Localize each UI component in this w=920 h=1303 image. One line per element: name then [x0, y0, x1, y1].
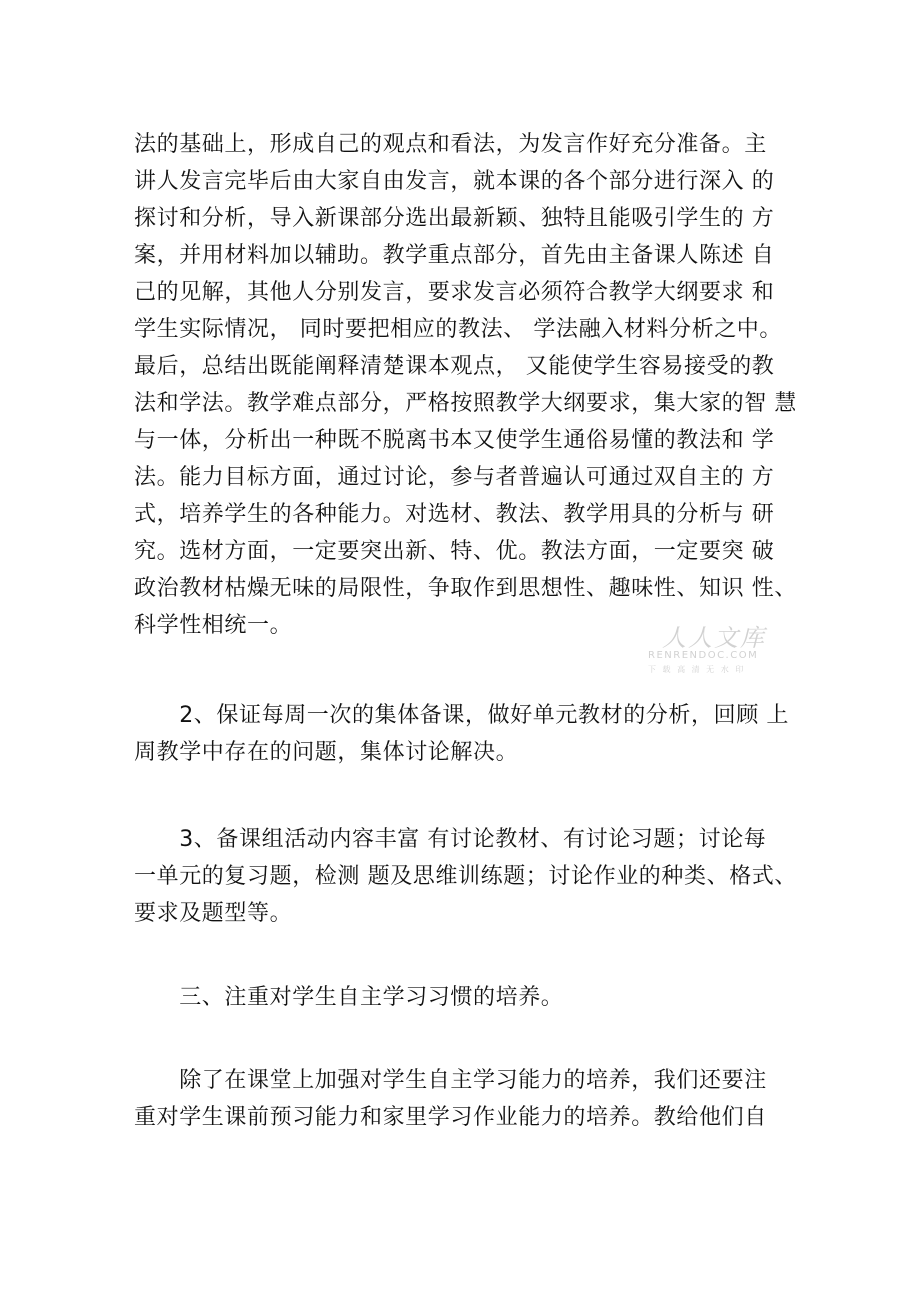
text-line: 要求及题型等。	[134, 901, 293, 926]
text-line: 科学性相统一。	[134, 613, 293, 638]
watermark-logo	[640, 618, 780, 680]
text-line: 最后，总结出既能阐释清楚课本观点， 又能使学生容易接受的教	[134, 354, 775, 379]
text-line: 三、注重对学生自主学习习惯的培养。	[134, 985, 564, 1010]
text-line: 重对学生课前预习能力和家里学习作业能力的培养。教给他们自	[134, 1105, 767, 1130]
text-line: 案，并用材料加以辅助。教学重点部分，首先由主备课人陈述 自	[134, 243, 775, 268]
text-line: 学生实际情况， 同时要把相应的教法、 学法融入材料分析之中。	[134, 317, 782, 342]
text-line: 究。选材方面，一定要突出新、特、优。教法方面，一定要突 破	[134, 539, 775, 564]
text-line: 3、备课组活动内容丰富 有讨论教材、有讨论习题；讨论每	[134, 827, 767, 852]
text-line: 法和学法。教学难点部分，严格按照教学大纲要求，集大家的智 慧	[134, 391, 797, 416]
text-line: 2、保证每周一次的集体备课，做好单元教材的分析，回顾 上	[134, 703, 789, 728]
text-line: 己的见解，其他人分别发言，要求发言必须符合教学大纲要求 和	[134, 280, 775, 305]
watermark-url: RENRENDOC.COM	[648, 650, 759, 661]
text-line: 式，培养学生的各种能力。对选材、教法、教学用具的分析与 研	[134, 502, 775, 527]
text-line: 一单元的复习题，检测 题及思维训练题；讨论作业的种类、格式、	[134, 864, 797, 889]
watermark-title: 人人文库	[662, 624, 766, 652]
text-line: 法。能力目标方面，通过讨论，参与者普遍认可通过双自主的 方	[134, 465, 775, 490]
text-line: 政治教材枯燥无味的局限性，争取作到思想性、趣味性、知识 性、	[134, 576, 797, 601]
text-line: 探讨和分析，导入新课部分选出最新颖、独特且能吸引学生的 方	[134, 206, 775, 231]
text-line: 除了在课堂上加强对学生自主学习能力的培养，我们还要注	[134, 1068, 767, 1093]
text-line: 法的基础上，形成自己的观点和看法，为发言作好充分准备。主	[134, 132, 767, 157]
text-line: 讲人发言完毕后由大家自由发言，就本课的各个部分进行深入 的	[134, 169, 775, 194]
watermark-subtitle: 下 载 高 清 无 水 印	[648, 665, 746, 674]
text-line: 周教学中存在的问题，集体讨论解决。	[134, 740, 519, 765]
text-line: 与一体，分析出一种既不脱离书本又使学生通俗易懂的教法和 学	[134, 428, 775, 453]
